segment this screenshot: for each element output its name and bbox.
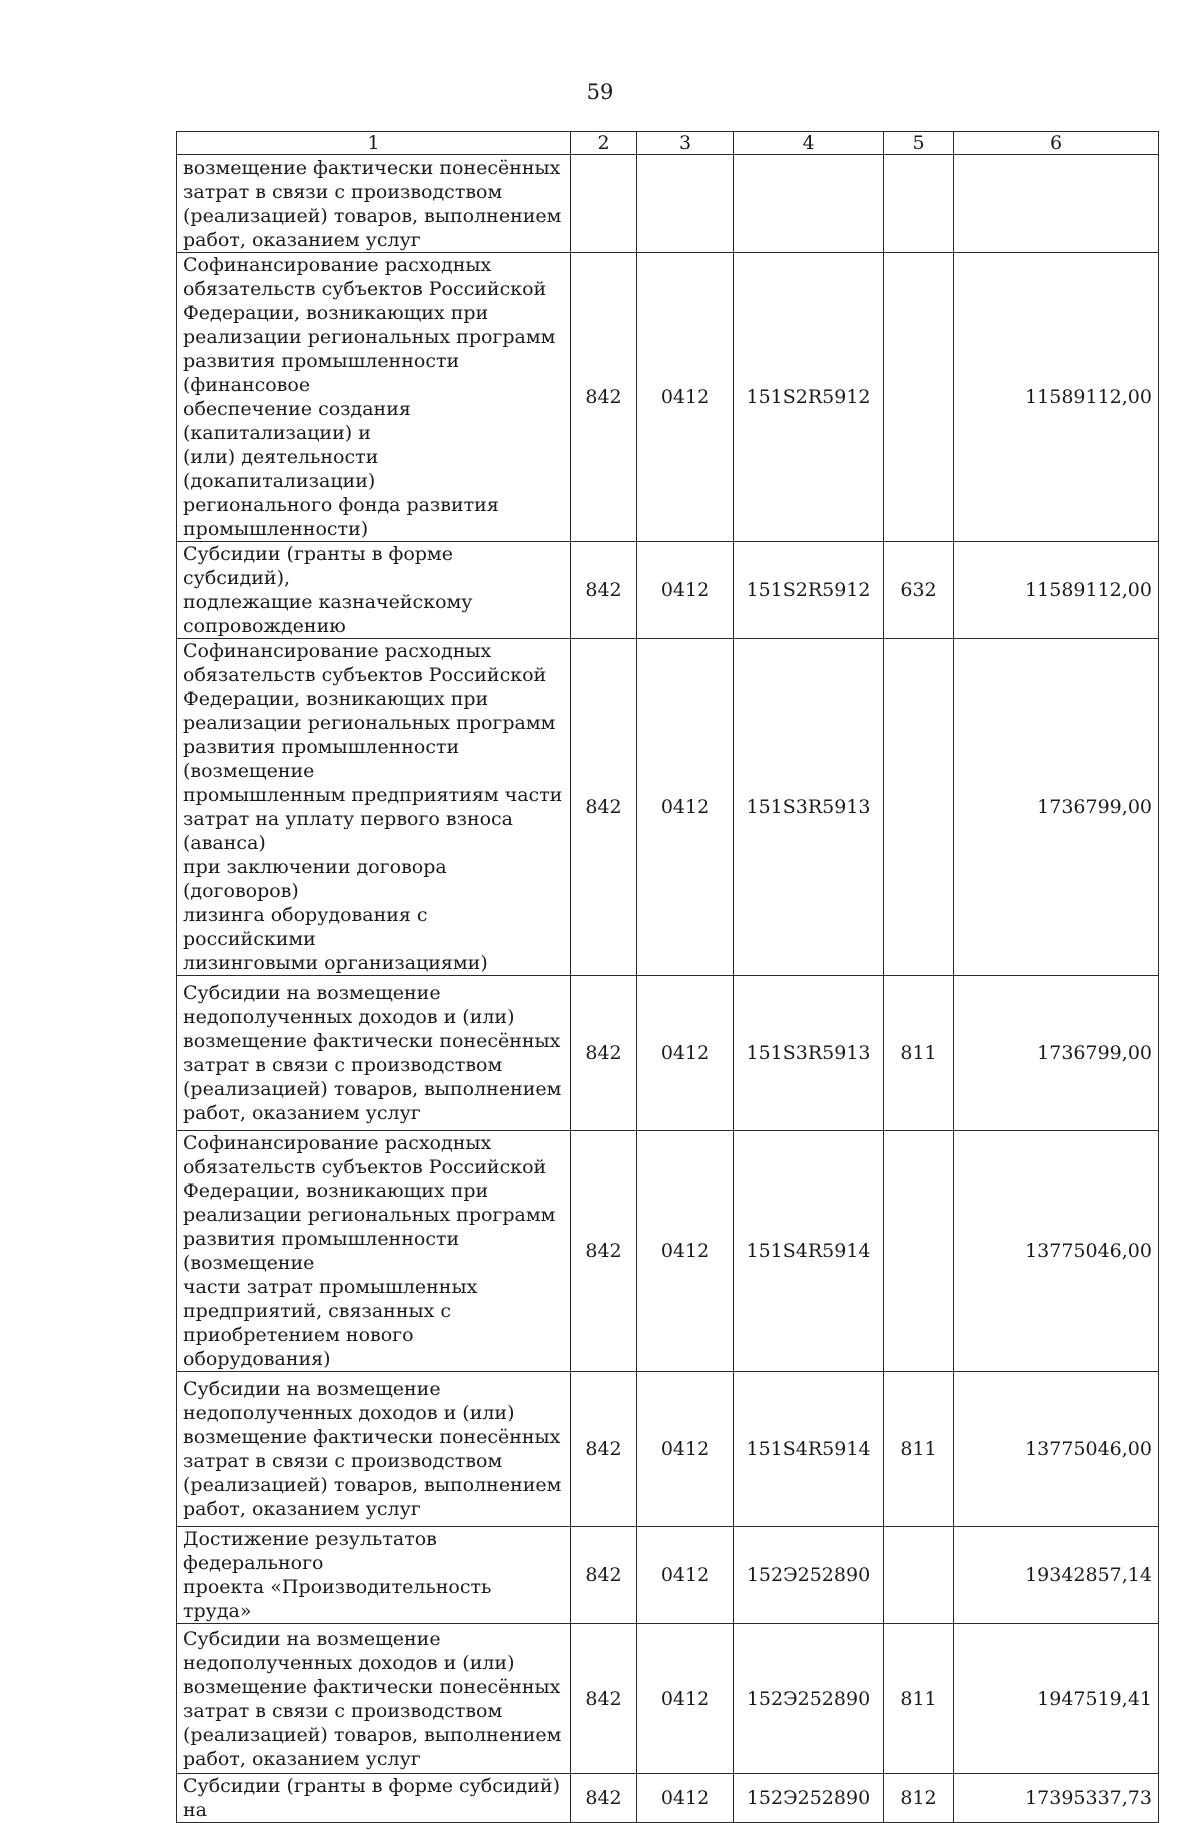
row-code-col-5: 632	[884, 542, 954, 639]
table-row	[177, 155, 1159, 253]
table-row	[177, 1774, 1159, 1823]
row-description: Софинансирование расходных обязательств субъектов Российской Федерации, возникающих при реализации региональных программ развития промышленности (возмещение промышленным предприятиям части затрат на уплату первого взноса (аванса) при заключении договора (договоров) лизинга оборудования с российскими лизинговыми организациями)	[177, 639, 571, 976]
row-amount: 11589112,00	[954, 253, 1159, 542]
row-code-col-5	[884, 253, 954, 542]
row-code-col-2: 842	[571, 1527, 637, 1624]
row-code-col-3	[637, 155, 734, 253]
row-code-col-4: 151S4R5914	[734, 1131, 884, 1372]
row-code-col-5: 811	[884, 1372, 954, 1527]
row-description: возмещение фактически понесённых затрат в связи с производством (реализацией) товаров, выполнением работ, оказанием услуг	[177, 155, 571, 253]
row-code-col-2: 842	[571, 1131, 637, 1372]
row-code-col-3: 0412	[637, 542, 734, 639]
row-description: Субсидии (гранты в форме субсидий), подлежащие казначейскому сопровождению	[177, 542, 571, 639]
page-number: 59	[586, 80, 614, 104]
row-code-col-4: 151S3R5913	[734, 639, 884, 976]
header-col-4: 4	[734, 132, 884, 155]
table-row	[177, 1131, 1159, 1372]
row-amount: 1736799,00	[954, 639, 1159, 976]
row-code-col-4: 152Э252890	[734, 1774, 884, 1823]
table-row	[177, 1624, 1159, 1774]
row-code-col-5	[884, 639, 954, 976]
row-code-col-2: 842	[571, 1774, 637, 1823]
row-code-col-3: 0412	[637, 976, 734, 1131]
row-code-col-5	[884, 1131, 954, 1372]
row-amount: 19342857,14	[954, 1527, 1159, 1624]
row-description: Софинансирование расходных обязательств субъектов Российской Федерации, возникающих при реализации региональных программ развития промышленности (финансовое обеспечение создания (капитализации) и (или) деятельности (докапитализации) регионального фонда развития промышленности)	[177, 253, 571, 542]
row-code-col-5	[884, 155, 954, 253]
table-row	[177, 639, 1159, 976]
table-row	[177, 253, 1159, 542]
row-code-col-2: 842	[571, 639, 637, 976]
row-code-col-2: 842	[571, 1372, 637, 1527]
row-description: Достижение результатов федерального проекта «Производительность труда»	[177, 1527, 571, 1624]
table-row	[177, 1527, 1159, 1624]
row-code-col-4: 152Э252890	[734, 1624, 884, 1774]
budget-table	[176, 131, 1159, 1823]
row-code-col-3: 0412	[637, 1372, 734, 1527]
row-code-col-2: 842	[571, 976, 637, 1131]
row-amount: 11589112,00	[954, 542, 1159, 639]
row-code-col-5: 811	[884, 976, 954, 1131]
row-amount	[954, 155, 1159, 253]
header-col-6: 6	[954, 132, 1159, 155]
row-code-col-2: 842	[571, 542, 637, 639]
row-code-col-2: 842	[571, 1624, 637, 1774]
table-row	[177, 1372, 1159, 1527]
row-code-col-4: 151S4R5914	[734, 1372, 884, 1527]
row-description: Субсидии на возмещение недополученных доходов и (или) возмещение фактически понесённых затрат в связи с производством (реализацией) товаров, выполнением работ, оказанием услуг	[177, 976, 571, 1131]
row-description: Субсидии (гранты в форме субсидий) на	[177, 1774, 571, 1823]
row-code-col-3: 0412	[637, 1527, 734, 1624]
header-col-1: 1	[177, 132, 571, 155]
header-col-3: 3	[637, 132, 734, 155]
row-code-col-5: 811	[884, 1624, 954, 1774]
header-col-5: 5	[884, 132, 954, 155]
row-code-col-3: 0412	[637, 1131, 734, 1372]
row-description: Субсидии на возмещение недополученных доходов и (или) возмещение фактически понесённых затрат в связи с производством (реализацией) товаров, выполнением работ, оказанием услуг	[177, 1624, 571, 1774]
row-code-col-2	[571, 155, 637, 253]
table-row	[177, 542, 1159, 639]
row-code-col-3: 0412	[637, 253, 734, 542]
row-code-col-4: 151S2R5912	[734, 542, 884, 639]
row-amount: 13775046,00	[954, 1131, 1159, 1372]
table-row	[177, 976, 1159, 1131]
row-code-col-3: 0412	[637, 1774, 734, 1823]
header-col-2: 2	[571, 132, 637, 155]
row-description: Субсидии на возмещение недополученных доходов и (или) возмещение фактически понесённых затрат в связи с производством (реализацией) товаров, выполнением работ, оказанием услуг	[177, 1372, 571, 1527]
row-code-col-4: 151S2R5912	[734, 253, 884, 542]
row-amount: 1947519,41	[954, 1624, 1159, 1774]
row-description: Софинансирование расходных обязательств субъектов Российской Федерации, возникающих при реализации региональных программ развития промышленности (возмещение части затрат промышленных предприятий, связанных с приобретением нового оборудования)	[177, 1131, 571, 1372]
row-amount: 13775046,00	[954, 1372, 1159, 1527]
table-header-row	[177, 132, 1159, 155]
row-amount: 17395337,73	[954, 1774, 1159, 1823]
row-code-col-3: 0412	[637, 1624, 734, 1774]
row-code-col-5: 812	[884, 1774, 954, 1823]
row-amount: 1736799,00	[954, 976, 1159, 1131]
row-code-col-5	[884, 1527, 954, 1624]
row-code-col-3: 0412	[637, 639, 734, 976]
row-code-col-4	[734, 155, 884, 253]
row-code-col-4: 151S3R5913	[734, 976, 884, 1131]
row-code-col-2: 842	[571, 253, 637, 542]
row-code-col-4: 152Э252890	[734, 1527, 884, 1624]
